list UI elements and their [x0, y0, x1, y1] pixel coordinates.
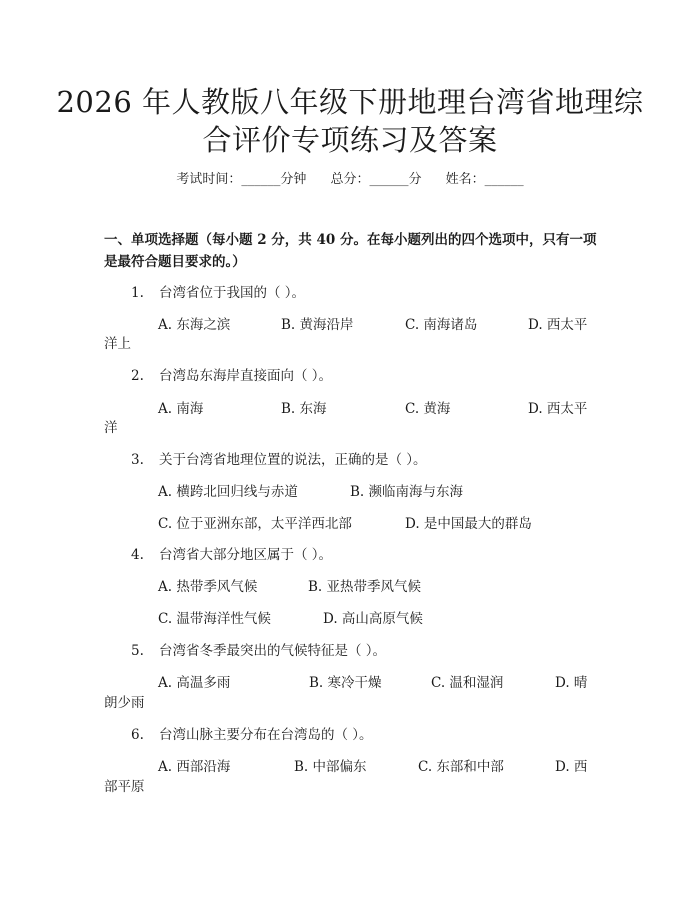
section-heading-line-1: 一、单项选择题（每小题 2 分，共 40 分。在每小题列出的四个选项中，只有一项 — [104, 232, 597, 248]
q4-option-d: D. 高山高原气候 — [323, 611, 423, 627]
total-score-field: 总分：______分 — [330, 172, 422, 187]
q2-option-d-wrap: 洋 — [104, 420, 118, 436]
q3-option-d: D. 是中国最大的群岛 — [405, 516, 532, 532]
question-number: 5. — [131, 643, 144, 659]
question-1 — [131, 283, 305, 303]
q4-option-b: B. 亚热带季风气候 — [308, 579, 422, 595]
exam-title-line-1: 2026 年人教版八年级下册地理台湾省地理综 — [56, 85, 644, 119]
q3-option-a: A. 横跨北回归线与赤道 — [158, 484, 298, 500]
q2-option-c: C. 黄海 — [405, 401, 451, 417]
q2-option-a: A. 南海 — [158, 401, 204, 417]
question-2 — [131, 366, 332, 386]
q3-option-c: C. 位于亚洲东部，太平洋西北部 — [158, 516, 352, 532]
q5-option-d: D. 晴 — [555, 675, 588, 691]
section-heading-line-2: 是最符合题目要求的。） — [104, 254, 246, 270]
question-4 — [131, 545, 332, 565]
q5-option-c: C. 温和湿润 — [431, 675, 504, 691]
q6-option-d-wrap: 部平原 — [104, 779, 145, 795]
student-name-field: 姓名：______ — [445, 172, 524, 187]
question-text: 台湾山脉主要分布在台湾岛的（ ）。 — [159, 727, 373, 743]
exam-meta — [0, 168, 700, 187]
q5-option-a: A. 高温多雨 — [158, 675, 231, 691]
q1-option-a: A. 东海之滨 — [158, 317, 231, 333]
q6-option-a: A. 西部沿海 — [158, 759, 231, 775]
q2-option-b: B. 东海 — [281, 401, 327, 417]
question-number: 1. — [131, 285, 144, 301]
exam-time-field: 考试时间：______分钟 — [176, 172, 307, 187]
q1-option-d: D. 西太平 — [528, 317, 588, 333]
question-text: 台湾岛东海岸直接面向（ ）。 — [159, 368, 333, 384]
question-3 — [131, 450, 427, 470]
q1-option-b: B. 黄海沿岸 — [281, 317, 354, 333]
question-5 — [131, 641, 386, 661]
q6-option-b: B. 中部偏东 — [294, 759, 367, 775]
q3-option-b: B. 濒临南海与东海 — [350, 484, 464, 500]
question-text: 台湾省大部分地区属于（ ）。 — [159, 547, 333, 563]
question-text: 关于台湾省地理位置的说法，正确的是（ ）。 — [159, 452, 427, 468]
question-number: 6. — [131, 727, 144, 743]
q1-option-d-wrap: 洋上 — [104, 336, 131, 352]
question-text: 台湾省冬季最突出的气候特征是（ ）。 — [159, 643, 387, 659]
q5-option-b: B. 寒冷干燥 — [309, 675, 382, 691]
q2-option-d: D. 西太平 — [528, 401, 588, 417]
q4-option-a: A. 热带季风气候 — [158, 579, 258, 595]
q6-option-c: C. 东部和中部 — [418, 759, 504, 775]
question-number: 4. — [131, 547, 144, 563]
question-number: 3. — [131, 452, 144, 468]
question-6 — [131, 725, 373, 745]
question-text: 台湾省位于我国的（ ）。 — [159, 285, 306, 301]
q6-option-d: D. 西 — [555, 759, 588, 775]
question-number: 2. — [131, 368, 144, 384]
exam-title-line-2: 合评价专项练习及答案 — [202, 123, 498, 157]
q5-option-d-wrap: 朗少雨 — [104, 695, 145, 711]
q1-option-c: C. 南海诸岛 — [405, 317, 478, 333]
q4-option-c: C. 温带海洋性气候 — [158, 611, 271, 627]
